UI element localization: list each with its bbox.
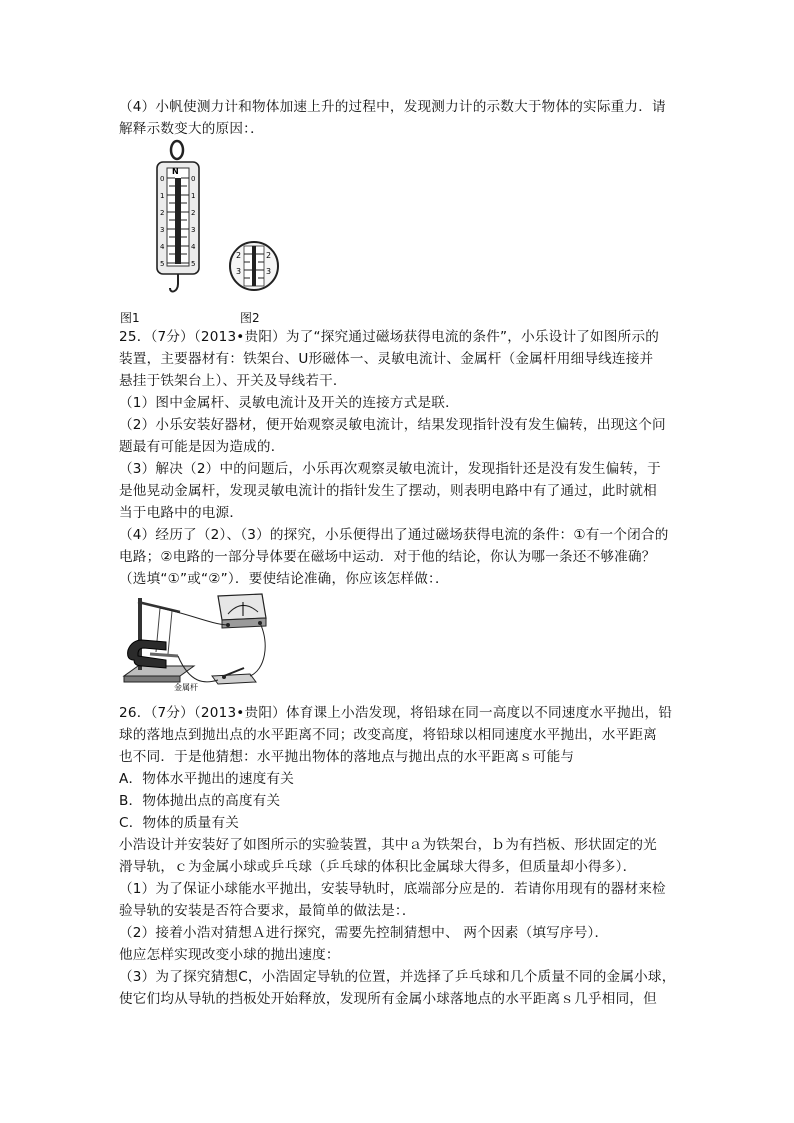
q25-line-6: 题最有可能是因为造成的． bbox=[119, 439, 285, 455]
q26-line-14: 使它们均从导轨的挡板处开始释放，发现所有金属小球落地点的水平距离ｓ几乎相同，但 bbox=[119, 991, 657, 1007]
tick-right-2: 2 bbox=[191, 209, 196, 217]
q26-line-12: 他应怎样实现改变小球的抛出速度： bbox=[119, 947, 340, 963]
magnet-apparatus-drawing bbox=[120, 584, 270, 696]
tick-right-5: 5 bbox=[191, 260, 196, 268]
q26-line-9: （1）为了保证小球能水平抛出，安装导轨时，底端部分应是的．若请你用现有的器材来检 bbox=[119, 881, 666, 897]
q25-line-3: 悬挂于铁架台上）、开关及导线若干． bbox=[119, 373, 347, 389]
q26-line-7: 小浩设计并安装好了如图所示的实验装置，其中ａ为铁架台，ｂ为有挡板、形状固定的光 bbox=[119, 837, 657, 853]
metal-rod-label: 金属杆 bbox=[174, 683, 198, 692]
q26-option-a: A．物体水平抛出的速度有关 bbox=[119, 771, 295, 787]
tick-right-3: 3 bbox=[191, 226, 196, 234]
tick-right-0: 0 bbox=[191, 175, 196, 183]
zoom-tick-left-2: 2 bbox=[236, 251, 242, 260]
q26-line-13: （3）为了探究猜想C，小浩固定导轨的位置，并选择了乒乓球和几个质量不同的金属小球， bbox=[119, 969, 676, 985]
figure-caption-1: 图1 bbox=[120, 311, 140, 325]
figure-caption-2: 图2 bbox=[240, 311, 260, 325]
zoom-tick-right-2: 2 bbox=[266, 251, 272, 260]
spring-scale-drawing bbox=[140, 138, 300, 308]
q26-option-c: C．物体的质量有关 bbox=[119, 815, 240, 831]
q26-line-10: 验导轨的安装是否符合要求，最简单的做法是：． bbox=[119, 903, 416, 919]
q25-line-9: 当于电路中的电源． bbox=[119, 505, 244, 521]
tick-right-1: 1 bbox=[191, 192, 196, 200]
tick-left-4: 4 bbox=[160, 243, 165, 251]
zoom-tick-left-3: 3 bbox=[236, 267, 242, 276]
q26-line-3: 也不同．于是他猜想：水平抛出物体的落地点与抛出点的水平距离ｓ可能与 bbox=[119, 749, 575, 765]
q25-line-4: （1）图中金属杆、灵敏电流计及开关的连接方式是联． bbox=[119, 395, 459, 411]
q25-line-7: （3）解决（2）中的问题后，小乐再次观察灵敏电流计，发现指针还是没有发生偏转，于 bbox=[119, 461, 661, 477]
q25-line-10: （4）经历了（2）、（3）的探究，小乐便得出了通过磁场获得电流的条件：①有一个闭合的 bbox=[119, 527, 669, 543]
q26-line-8: 滑导轨，ｃ为金属小球或乒乓球（乒乓球的体积比金属球大得多，但质量却小得多）． bbox=[119, 859, 637, 875]
q25-line-12: （选填“①”或“②”）．要使结论准确，你应该怎样做：． bbox=[119, 571, 449, 587]
tick-left-2: 2 bbox=[160, 209, 165, 217]
scale-unit: N bbox=[172, 167, 179, 176]
zoom-tick-right-3: 3 bbox=[266, 267, 272, 276]
q25-line-2: 装置，主要器材有：铁架台、U形磁体一、灵敏电流计、金属杆（金属杆用细导线连接并 bbox=[119, 351, 654, 367]
q26-option-b: B．物体抛出点的高度有关 bbox=[119, 793, 281, 809]
spring-scale-figure bbox=[140, 138, 300, 308]
tick-right-4: 4 bbox=[191, 243, 196, 251]
q26-line-1: 26．（7分）（2013•贵阳）体育课上小浩发现，将铅球在同一高度以不同速度水平抛出，铅 bbox=[119, 705, 673, 721]
q25-line-5: （2）小乐安装好器材，便开始观察灵敏电流计，结果发现指针没有发生偏转，出现这个问 bbox=[119, 417, 666, 433]
q26-line-2: 球的落地点到抛出点的水平距离不同；改变高度，将铅球以相同速度水平抛出，水平距离 bbox=[119, 727, 657, 743]
magnet-apparatus-figure bbox=[120, 584, 270, 696]
q25-line-11: 电路；②电路的一部分导体要在磁场中运动．对于他的结论，你认为哪一条还不够准确？ bbox=[119, 549, 656, 565]
tick-left-0: 0 bbox=[160, 175, 165, 183]
tick-left-1: 1 bbox=[160, 192, 165, 200]
q26-line-11: （2）接着小浩对猜想Ａ进行探究，需要先控制猜想中、 两个因素（填写序号）． bbox=[119, 925, 609, 941]
tick-left-5: 5 bbox=[160, 260, 165, 268]
q24-part4-line-1: （4）小帆使测力计和物体加速上升的过程中，发现测力计的示数大于物体的实际重力．请 bbox=[119, 99, 666, 115]
q25-line-1: 25．（7分）（2013•贵阳）为了“探究通过磁场获得电流的条件”，小乐设计了如图所示的 bbox=[119, 329, 660, 345]
q24-part4-line-2: 解释示数变大的原因：． bbox=[119, 121, 264, 137]
tick-left-3: 3 bbox=[160, 226, 165, 234]
q25-line-8: 是他晃动金属杆，发现灵敏电流计的指针发生了摆动，则表明电路中有了通过，此时就相 bbox=[119, 483, 657, 499]
